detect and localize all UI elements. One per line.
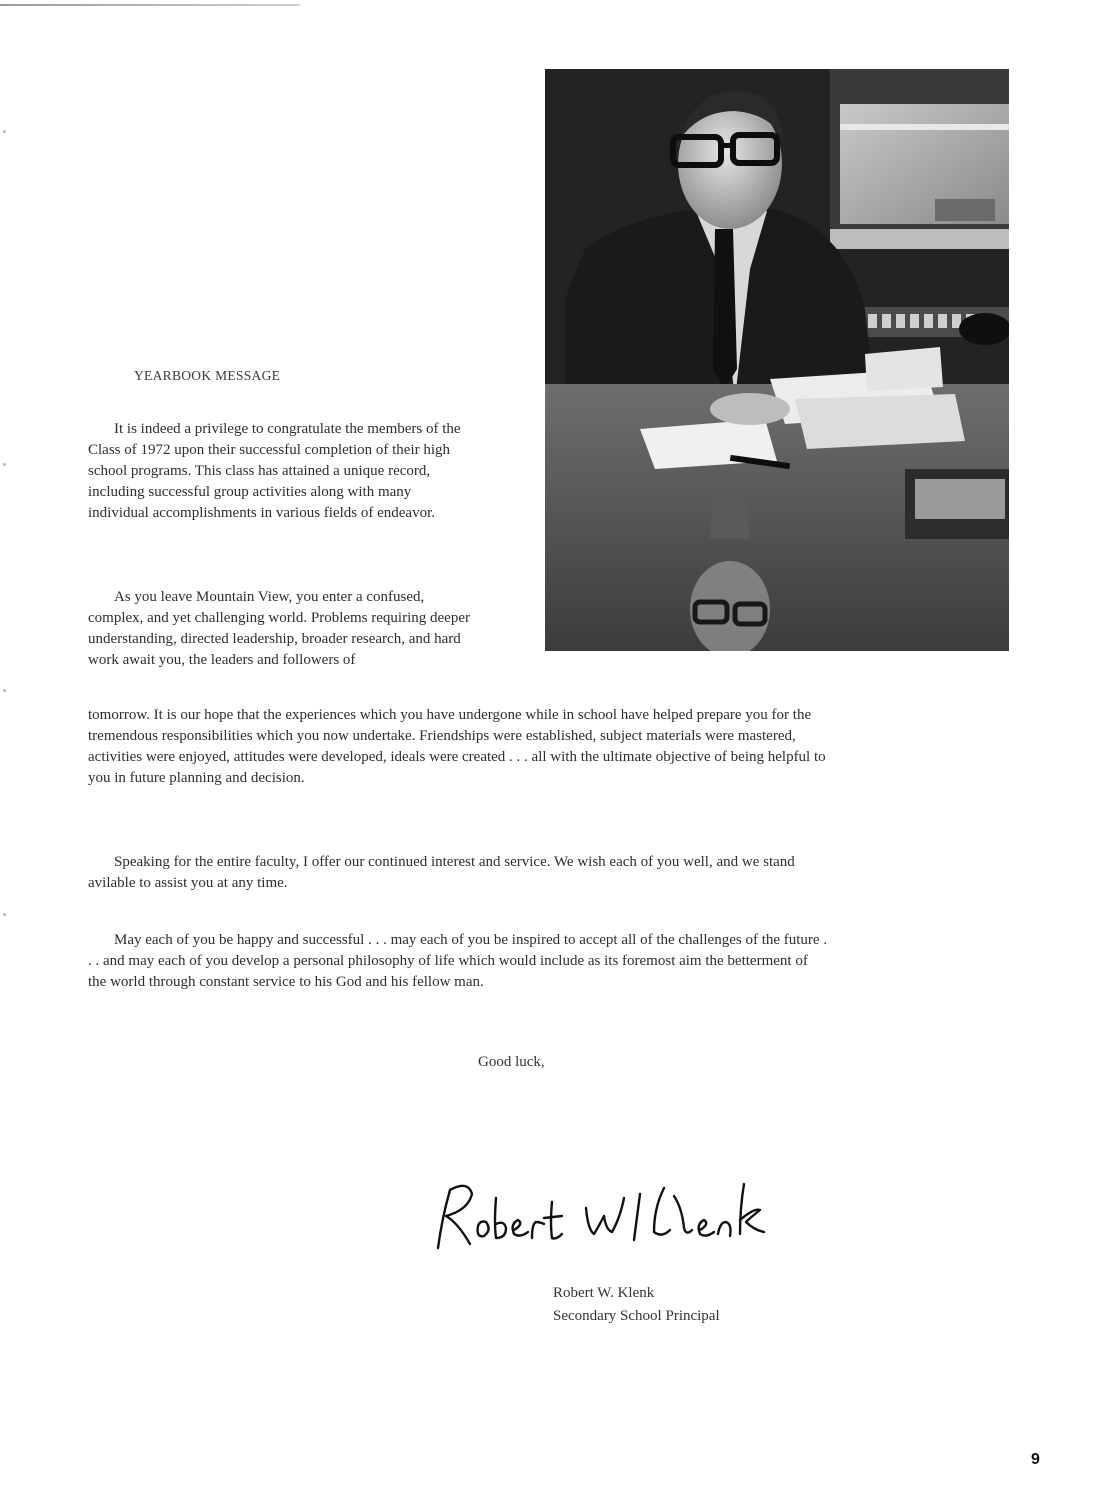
message-paragraph: It is indeed a privilege to congratulate the members of the Class of 1972 upon their successful completion of their high school programs. This class has attained a unique record, including successful group activities along with many individual accomplishments in various fields of endeavor.: [88, 421, 461, 521]
page-number: 9: [1031, 1451, 1040, 1468]
margin-mark: [3, 130, 6, 133]
principal-photo: [545, 69, 1009, 651]
principal-photo-illustration: [545, 69, 1009, 651]
margin-mark: [3, 463, 6, 466]
message-title: YEARBOOK MESSAGE: [134, 368, 281, 383]
message-paragraph: May each of you be happy and successful . . . may each of you be inspired to accept all of the challenges of the future . . . and may each of you develop a personal philosophy of life which would include as its foremost aim the betterment of the world through constant service to his God and his fellow man.: [88, 932, 828, 990]
closing-line: Good luck,: [478, 1054, 545, 1070]
top-rule: [0, 4, 300, 6]
signatory-title: Secondary School Principal: [553, 1308, 720, 1324]
message-paragraph: As you leave Mountain View, you enter a confused, complex, and yet challenging world. Problems requiring deeper understanding, directed leadership, broader research, and hard work await you, the leaders and followers of: [88, 589, 470, 668]
handwritten-signature: [428, 1168, 788, 1258]
signatory-name: Robert W. Klenk: [553, 1285, 655, 1301]
margin-mark: [3, 913, 6, 916]
margin-mark: [3, 689, 6, 692]
message-paragraph: Speaking for the entire faculty, I offer our continued interest and service. We wish each of you well, and we stand avilable to assist you at any time.: [88, 854, 795, 891]
message-paragraph-continued: tomorrow. It is our hope that the experiences which you have undergone while in school have helped prepare you for the tremendous responsibilities which you now undertake. Friendships were established, subject materials were mastered, activities were enjoyed, attitudes were developed, ideals were created . . . all with the ultimate objective of being helpful to you in future planning and decision.: [88, 707, 826, 786]
